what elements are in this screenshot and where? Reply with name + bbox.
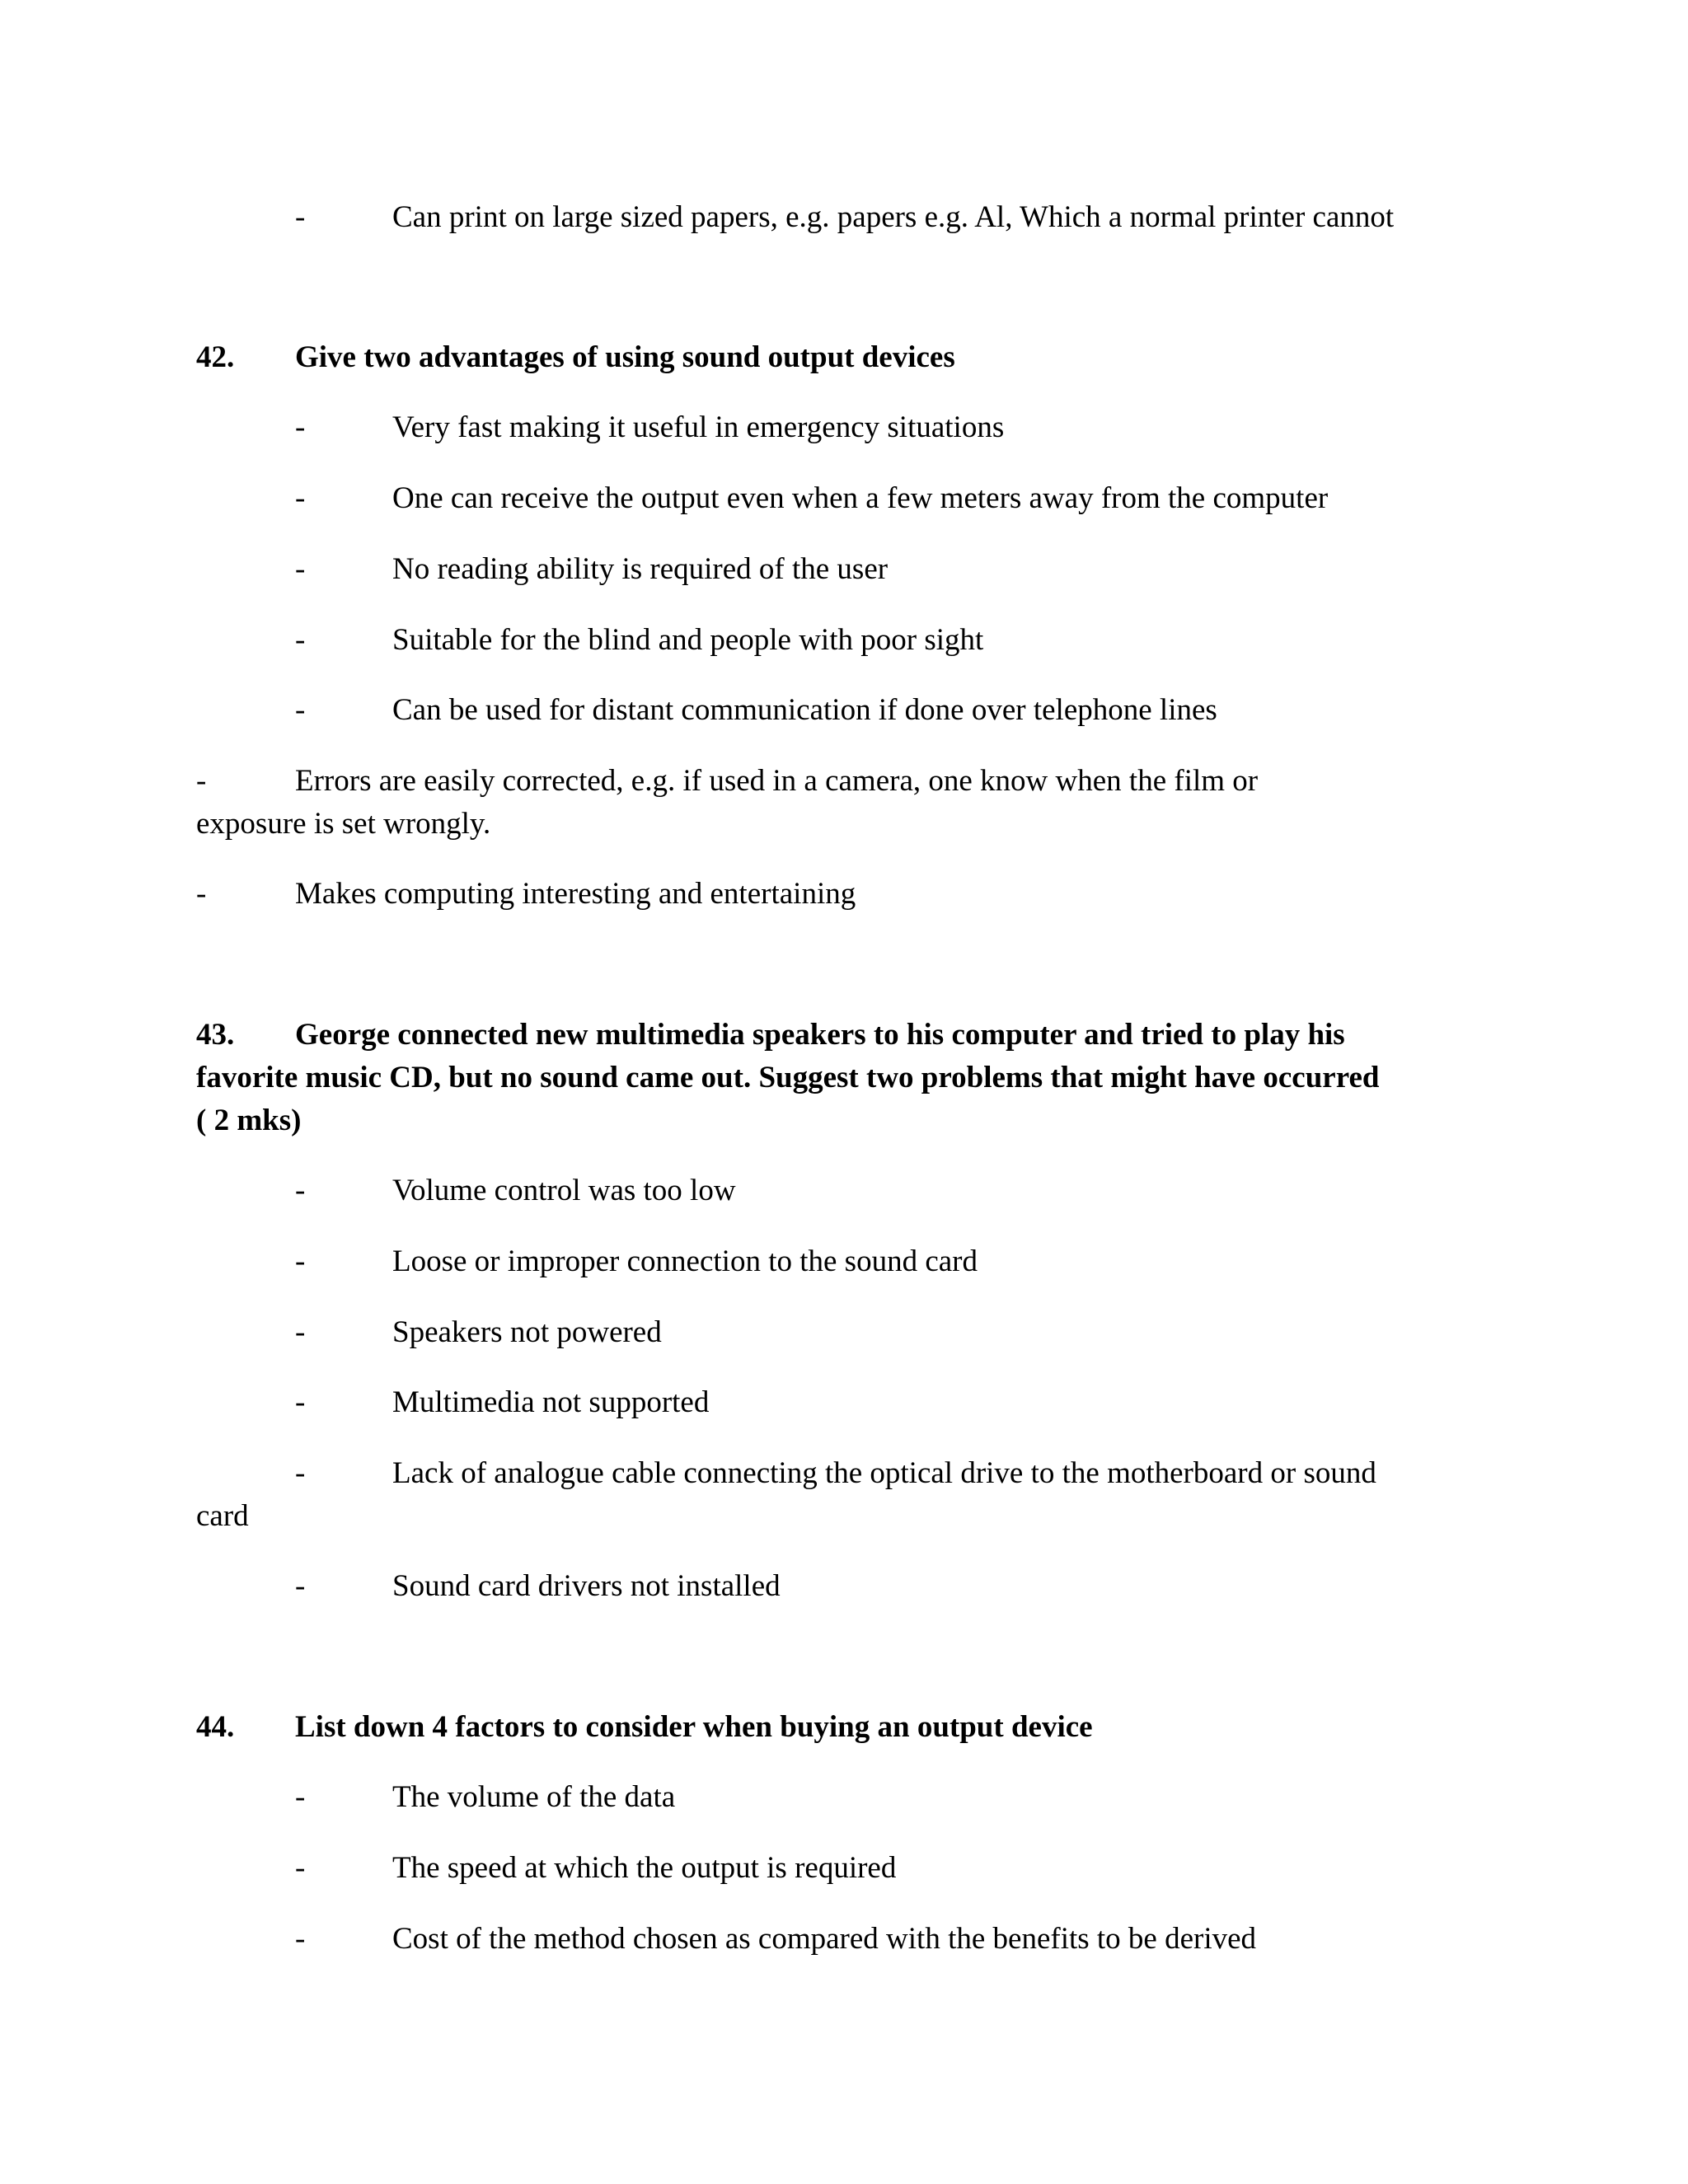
list-item-text: Can print on large sized papers, e.g. papers e.g. Al, Which a normal printer cannot — [392, 200, 1395, 234]
list-item-text: The volume of the data — [392, 1780, 676, 1814]
list-dash: - — [295, 200, 306, 234]
question-number: 44. — [196, 1710, 235, 1744]
list-dash: - — [295, 623, 306, 657]
question-number: 42. — [196, 340, 235, 374]
list-item-text: Cost of the method chosen as compared with the benefits to be derived — [392, 1922, 1257, 1956]
list-dash: - — [196, 877, 207, 911]
list-item-text: Very fast making it useful in emergency situations — [392, 410, 1005, 444]
question-text-line-2: favorite music CD, but no sound came out. Suggest two problems that might have occurred — [196, 1061, 1380, 1094]
list-dash: - — [295, 552, 306, 586]
list-item-text: Can be used for distant communication if done over telephone lines — [392, 693, 1217, 727]
list-item-text: No reading ability is required of the user — [392, 552, 889, 586]
list-item-text: Speakers not powered — [392, 1315, 662, 1349]
question-text: List down 4 factors to consider when buying an output device — [295, 1710, 1093, 1744]
list-dash: - — [295, 1780, 306, 1814]
list-dash: - — [295, 1244, 306, 1278]
list-dash: - — [295, 1922, 306, 1956]
list-item-text: One can receive the output even when a few meters away from the computer — [392, 481, 1329, 515]
list-dash: - — [295, 410, 306, 444]
list-item-text: Errors are easily corrected, e.g. if used in a camera, one know when the film or — [295, 764, 1259, 798]
list-dash: - — [295, 693, 306, 727]
list-item-text: Makes computing interesting and entertaining — [295, 877, 856, 911]
list-item-text: Multimedia not supported — [392, 1385, 710, 1419]
list-dash: - — [295, 1569, 306, 1603]
list-dash: - — [196, 764, 207, 798]
list-dash: - — [295, 1174, 306, 1207]
question-marks: ( 2 mks) — [196, 1104, 302, 1137]
question-number: 43. — [196, 1018, 235, 1052]
list-item-text: Volume control was too low — [392, 1174, 736, 1207]
list-item-text: Sound card drivers not installed — [392, 1569, 781, 1603]
list-dash: - — [295, 1315, 306, 1349]
list-dash: - — [295, 1456, 306, 1490]
list-item-text: Lack of analogue cable connecting the optical drive to the motherboard or sound — [392, 1456, 1376, 1490]
list-item-text: Suitable for the blind and people with poor sight — [392, 623, 984, 657]
list-dash: - — [295, 481, 306, 515]
question-text-line-1: George connected new multimedia speakers to his computer and tried to play his — [295, 1018, 1345, 1052]
list-dash: - — [295, 1851, 306, 1885]
list-item-text: The speed at which the output is required — [392, 1851, 897, 1885]
list-item-continuation: exposure is set wrongly. — [196, 807, 491, 841]
list-item-text: Loose or improper connection to the sound card — [392, 1244, 978, 1278]
list-dash: - — [295, 1385, 306, 1419]
question-text: Give two advantages of using sound output devices — [295, 340, 955, 374]
list-item-continuation: card — [196, 1499, 249, 1533]
